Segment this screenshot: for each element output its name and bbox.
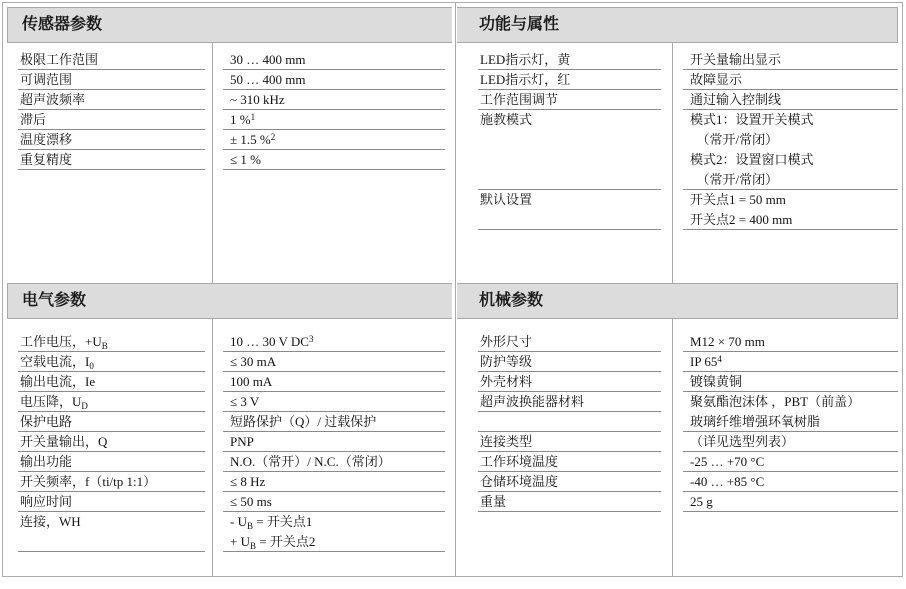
label-cell: 防护等级 [478, 352, 661, 372]
value-cell: 开关量输出显示 [683, 50, 898, 70]
label-cell: 连接，WH [18, 512, 205, 552]
label-cell: 空载电流，$I_0$ [18, 352, 205, 372]
label-cell: 重量 [478, 492, 661, 512]
value-cell: ≤ 8 Hz [223, 472, 445, 492]
label-cell: 默认设置 [478, 190, 661, 230]
value-cell: PNP [223, 432, 445, 452]
label-cell: LED指示灯，黄 [478, 50, 661, 70]
label-cell: 工作电压，$+U_B$ [18, 332, 205, 352]
label-cell: 外壳材料 [478, 372, 661, 392]
value-cell: ~ 310 kHz [223, 90, 445, 110]
value-cell: -25 … +70 °C [683, 452, 898, 472]
section-title-electrical: 电气参数 [22, 292, 87, 309]
label-cell: 电压降，$U_D$ [18, 392, 205, 412]
label-cell: 施教模式 [478, 110, 661, 190]
label-cell: 重复精度 [18, 150, 205, 170]
label-cell: 外形尺寸 [478, 332, 661, 352]
label-cell: 工作环境温度 [478, 452, 661, 472]
values-column-mechanical [683, 332, 898, 512]
value-cell: ≤ 30 mA [223, 352, 445, 372]
label-cell: 工作范围调节 [478, 90, 661, 110]
value-cell: ≤ 50 ms [223, 492, 445, 512]
values-column-sensor [223, 50, 445, 170]
value-cell: 开关点1 = 50 mm 开关点2 = 400 mm [683, 190, 898, 230]
label-cell: 超声波换能器材料 [478, 392, 661, 412]
label-cell: 开关量输出，Q [18, 432, 205, 452]
value-cell: 聚氨酯泡沫体 ，PBT（前盖） 玻璃纤维增强环氧树脂 [683, 392, 898, 432]
column-divider-line [672, 319, 673, 576]
half-divider-line [455, 3, 456, 576]
labels-column-mechanical [478, 332, 661, 512]
value-cell: 模式1：设置开关模式 （常开/常闭） 模式2：设置窗口模式 （常开/常闭） [683, 110, 898, 190]
value-cell: -40 … +85 °C [683, 472, 898, 492]
value-cell: 10 … 30 V $DC^3$ [223, 332, 445, 352]
label-cell: 输出功能 [18, 452, 205, 472]
labels-column-functions [478, 50, 661, 230]
label-cell: LED指示灯，红 [478, 70, 661, 90]
label-cell: 超声波频率 [18, 90, 205, 110]
value-cell: IP $65^4$ [683, 352, 898, 372]
label-cell: 响应时间 [18, 492, 205, 512]
value-cell: - $U_B$ = 开关点1 + $U_B$ = 开关点2 [223, 512, 445, 552]
section-title-mechanical: 机械参数 [479, 292, 544, 309]
label-cell: 仓储环境温度 [478, 472, 661, 492]
value-cell: 30 … 400 mm [223, 50, 445, 70]
label-cell [478, 412, 661, 432]
label-cell: 连接类型 [478, 432, 661, 452]
value-cell: 短路保护（Q）/ 过载保护 [223, 412, 445, 432]
column-divider-line [212, 43, 213, 283]
value-cell: M12 × 70 mm [683, 332, 898, 352]
value-cell: 50 … 400 mm [223, 70, 445, 90]
value-cell: N.O.（常开）/ N.C.（常闭） [223, 452, 445, 472]
value-cell: ≤ 3 V [223, 392, 445, 412]
values-column-electrical [223, 332, 445, 552]
section-title-sensor: 传感器参数 [22, 16, 103, 33]
label-cell: 滞后 [18, 110, 205, 130]
column-divider-line [212, 319, 213, 576]
datasheet-spec-tables [2, 2, 903, 577]
label-cell: 可调范围 [18, 70, 205, 90]
label-cell: 温度漂移 [18, 130, 205, 150]
value-cell: （详见选型列表） [683, 432, 898, 452]
value-cell: ≤ 1 % [223, 150, 445, 170]
label-cell: 极限工作范围 [18, 50, 205, 70]
value-cell: 故障显示 [683, 70, 898, 90]
label-cell: 输出电流，Ie [18, 372, 205, 392]
value-cell: ± 1.5 %$^2$ [223, 130, 445, 150]
value-cell: 100 mA [223, 372, 445, 392]
labels-column-sensor [18, 50, 205, 170]
section-title-functions: 功能与属性 [479, 16, 560, 33]
values-column-functions [683, 50, 898, 230]
labels-column-electrical [18, 332, 205, 552]
value-cell: 通过输入控制线 [683, 90, 898, 110]
value-cell: 镀镍黄铜 [683, 372, 898, 392]
column-divider-line [672, 43, 673, 283]
value-cell: 1 %$^1$ [223, 110, 445, 130]
value-cell: 25 g [683, 492, 898, 512]
label-cell: 保护电路 [18, 412, 205, 432]
label-cell: 开关频率，f（ti/tp 1:1） [18, 472, 205, 492]
